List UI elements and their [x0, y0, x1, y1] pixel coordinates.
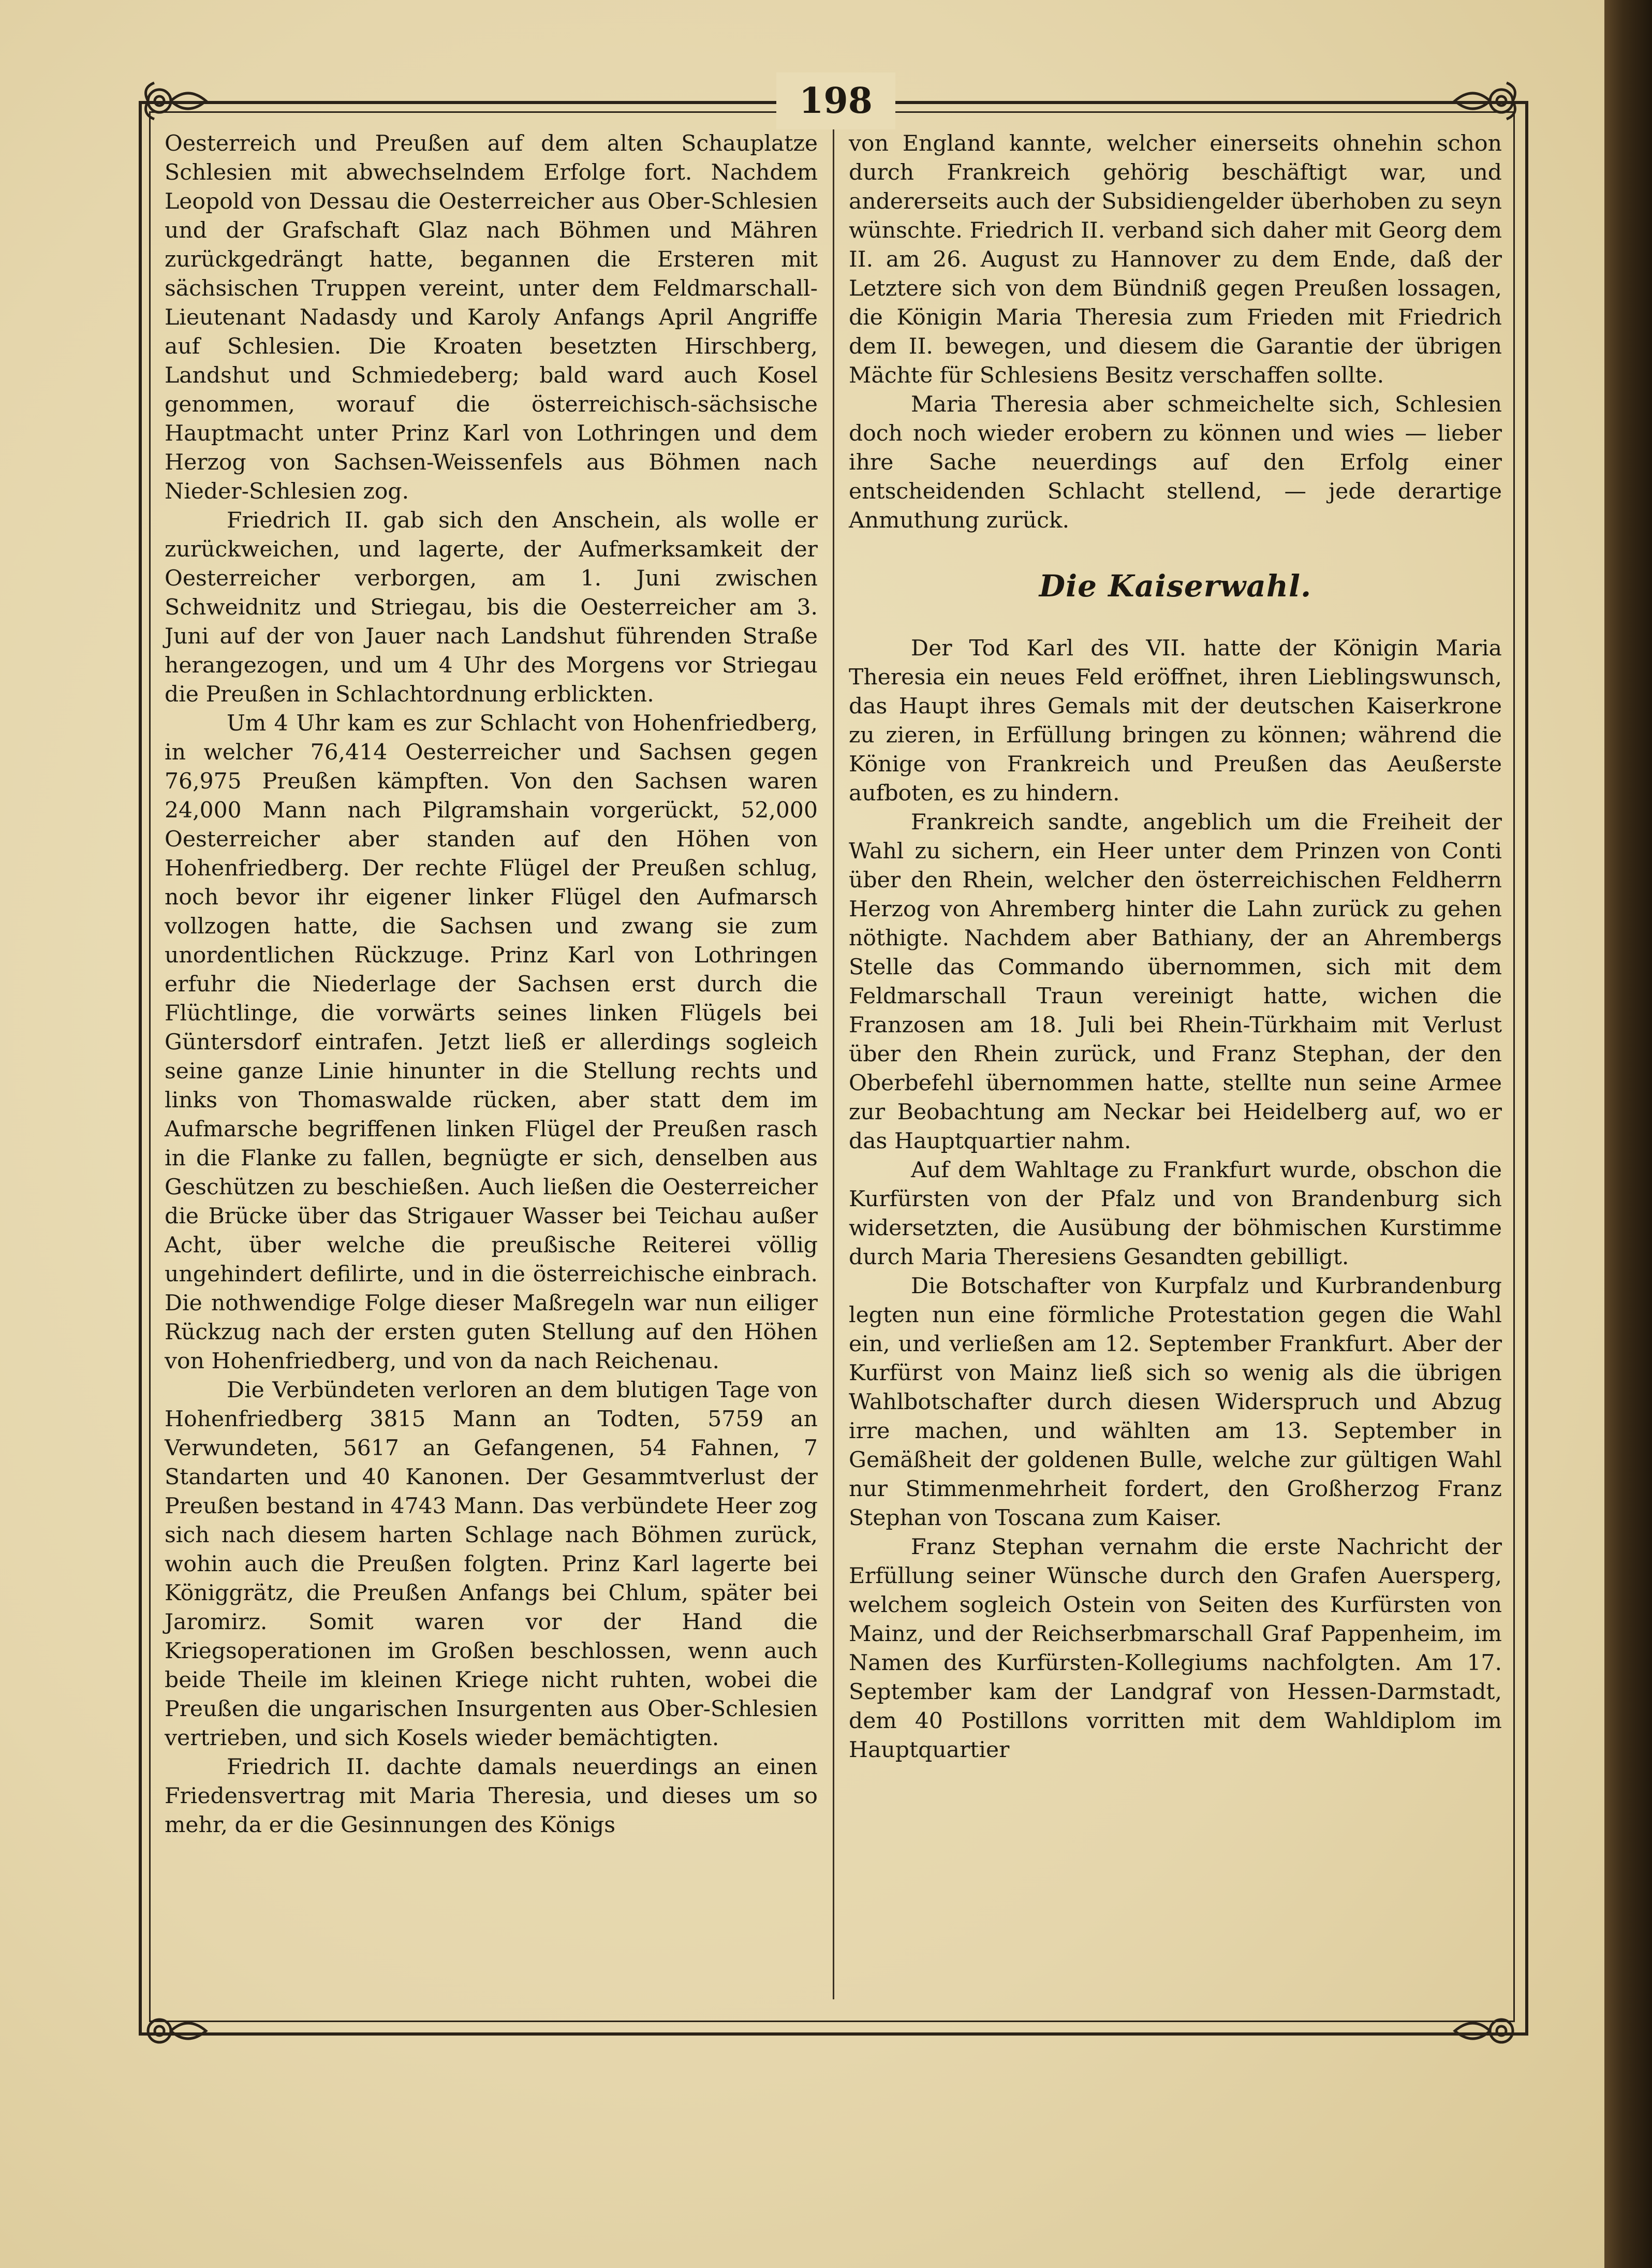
column-divider — [833, 129, 834, 1999]
bottom-left-ornament-icon — [139, 2002, 222, 2059]
page-number: 198 — [776, 72, 895, 129]
bottom-right-ornament-icon — [1439, 2002, 1522, 2059]
left-column — [165, 129, 818, 1840]
paragraph: Friedrich II. gab sich den Anschein, als wolle er zurückweichen, und lagerte, der Aufmerksamkeit der Oesterreicher verborgen, am 1. Juni zwischen Schweidnitz und Striegau, bis die Oesterreicher am 3. Juni auf der von Jauer nach Landshut führenden Straße herangezogen, und um 4 Uhr des Morgens vor Striegau die Preußen in Schlachtordnung erblickten. — [165, 508, 818, 707]
book-spine-edge — [1604, 0, 1652, 2268]
paragraph: Friedrich II. dachte damals neuerdings an einen Friedensvertrag mit Maria Theresia, und dieses um so mehr, da er die Gesinnungen des Königs — [165, 1754, 818, 1838]
top-right-ornament-icon — [1439, 72, 1522, 129]
top-left-ornament-icon — [139, 72, 222, 129]
paragraph: Um 4 Uhr kam es zur Schlacht von Hohenfriedberg, in welcher 76,414 Oesterreicher und Sachsen gegen 76,975 Preußen kämpften. Von den Sachsen waren 24,000 Mann nach Pilgramshain vorgerückt, 52,000 Oesterreicher aber standen auf den Höhen von Hohenfriedberg. Der rechte Flügel der Preußen schlug, noch bevor ihr eigener linker Flügel den Aufmarsch vollzogen hatte, die Sachsen und zwang sie zum unordentlichen Rückzuge. Prinz Karl von Lothringen erfuhr die Niederlage der Sachsen erst durch die Flüchtlinge, die vorwärts seines linken Flügels bei Güntersdorf eintrafen. Jetzt ließ er allerdings sogleich seine ganze Linie hinunter in die Stellung rechts und links von Thomaswalde rücken, aber statt dem im Aufmarsche begriffenen linken Flügel der Preußen rasch in die Flanke zu fallen, begnügte er sich, denselben aus Geschützen zu beschießen. Auch ließen die Oesterreicher die Brücke über das Strigauer Wasser bei Teichau außer Acht, über welche die preußische Reiterei völlig ungehindert defilirte, und in die österreichische einbrach. Die nothwendige Folge dieser Maßregeln war nun eiliger Rückzug nach der ersten guten Stellung auf den Höhen von Hohenfriedberg, und von da nach Reichenau. — [165, 711, 818, 1374]
paragraph: Franz Stephan vernahm die erste Nachricht der Erfüllung seiner Wünsche durch den Grafen Auersperg, welchem sogleich Ostein von Seiten des Kurfürsten von Mainz, und der Reichserbmarschall Graf Pappenheim, im Namen des Kurfürsten-Kollegiums nachfolgten. Am 17. September kam der Landgraf von Hessen-Darmstadt, dem 40 Postillons vorritten mit dem Wahldiplom im Hauptquartier — [849, 1534, 1502, 1763]
paragraph: Auf dem Wahltage zu Frankfurt wurde, obschon die Kurfürsten von der Pfalz und von Brandenburg sich widersetzten, die Ausübung der böhmischen Kurstimme durch Maria Theresiens Gesandten gebilligt. — [849, 1158, 1502, 1270]
paragraph: von England kannte, welcher einerseits ohnehin schon durch Frankreich gehörig beschäftigt war, und andererseits auch der Subsidiengelder überhoben zu seyn wünschte. Friedrich II. verband sich daher mit Georg dem II. am 26. August zu Hannover zu dem Ende, daß der Letztere sich von dem Bündniß gegen Preußen lossagen, die Königin Maria Theresia zum Frieden mit Friedrich dem II. bewegen, und diesem die Garantie der übrigen Mächte für Schlesiens Besitz verschaffen sollte. — [849, 131, 1502, 388]
paragraph: Der Tod Karl des VII. hatte der Königin Maria Theresia ein neues Feld eröffnet, ihren Lieblingswunsch, das Haupt ihres Gemals mit der deutschen Kaiserkrone zu zieren, in Erfüllung bringen zu können; während die Könige von Frankreich und Preußen das Aeußerste aufboten, es zu hindern. — [849, 636, 1502, 806]
paragraph: Die Botschafter von Kurpfalz und Kurbrandenburg legten nun eine förmliche Protestation gegen die Wahl ein, und verließen am 12. September Frankfurt. Aber der Kurfürst von Mainz ließ sich so wenig als die übrigen Wahlbotschafter durch diesen Widerspruch und Abzug irre machen, und wählten am 13. September in Gemäßheit der goldenen Bulle, welche zur gültigen Wahl nur Stimmenmehrheit fordert, den Großherzog Franz Stephan von Toscana zum Kaiser. — [849, 1274, 1502, 1531]
paragraph: Maria Theresia aber schmeichelte sich, Schlesien doch noch wieder erobern zu können und wies — lieber ihre Sache neuerdings auf den Erfolg einer entscheidenden Schlacht stellend, — jede derartige Anmuthung zurück. — [849, 392, 1502, 533]
paragraph: Die Verbündeten verloren an dem blutigen Tage von Hohenfriedberg 3815 Mann an Todten, 5759 an Verwundeten, 5617 an Gefangenen, 54 Fahnen, 7 Standarten und 40 Kanonen. Der Gesammtverlust der Preußen bestand in 4743 Mann. Das verbündete Heer zog sich nach diesem harten Schlage nach Böhmen zurück, wohin auch die Preußen folgten. Prinz Karl lagerte bei Königgrätz, die Preußen Anfangs bei Chlum, später bei Jaromirz. Somit waren vor der Hand die Kriegsoperationen im Großen beschlossen, wenn auch beide Theile im kleinen Kriege nicht ruhten, wobei die Preußen die ungarischen Insurgenten aus Ober-Schlesien vertrieben, und sich Kosels wieder bemächtigten. — [165, 1378, 818, 1751]
paragraph: Oesterreich und Preußen auf dem alten Schauplatze Schlesien mit abwechselndem Erfolge fort. Nachdem Leopold von Dessau die Oesterreicher aus Ober-Schlesien und der Grafschaft Glaz nach Böhmen und Mähren zurückgedrängt hatte, begannen die Ersteren mit sächsischen Truppen vereint, unter dem Feldmarschall-Lieutenant Nadasdy und Karoly Anfangs April Angriffe auf Schlesien. Die Kroaten besetzten Hirschberg, Landshut und Schmiedeberg; bald ward auch Kosel genommen, worauf die österreichisch-sächsische Hauptmacht unter Prinz Karl von Lothringen und dem Herzog von Sachsen-Weissenfels aus Böhmen nach Nieder-Schlesien zog. — [165, 131, 818, 504]
section-heading: Die Kaiserwahl. — [1039, 568, 1312, 604]
paragraph: Frankreich sandte, angeblich um die Freiheit der Wahl zu sichern, ein Heer unter dem Prinzen von Conti über den Rhein, welcher den österreichischen Feldherrn Herzog von Ahremberg hinter die Lahn zurück zu gehen nöthigte. Nachdem aber Bathiany, der an Ahrembergs Stelle das Commando übernommen, sich mit dem Feldmarschall Traun vereinigt hatte, wichen die Franzosen am 18. Juli bei Rhein-Türkhaim mit Verlust über den Rhein zurück, und Franz Stephan, der den Oberbefehl übernommen hatte, stellte nun seine Armee zur Beobachtung am Neckar bei Heidelberg auf, wo er das Hauptquartier nahm. — [849, 810, 1502, 1154]
right-column — [849, 129, 1502, 1765]
